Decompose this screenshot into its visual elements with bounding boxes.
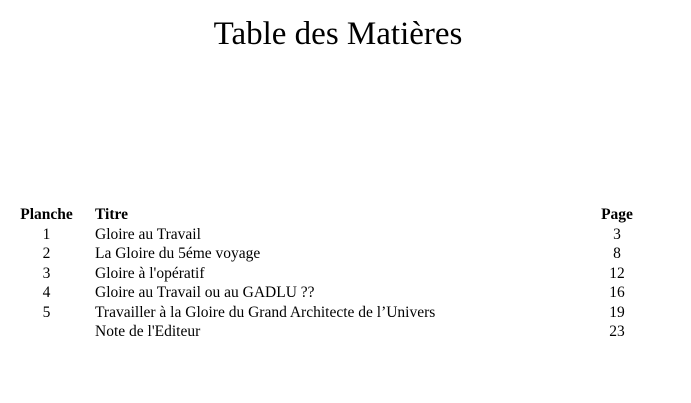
planche-title: Gloire à l'opératif: [95, 264, 205, 282]
page-number: 8: [613, 245, 621, 262]
table-header-row: [14, 205, 637, 225]
column-header-titre: Titre: [95, 206, 129, 223]
planche-title: Gloire au Travail: [95, 225, 201, 243]
table-row: [14, 303, 637, 323]
planche-title: Note de l'Editeur: [95, 323, 201, 340]
table-of-contents: [14, 205, 637, 342]
planche-number: 5: [42, 303, 51, 321]
page-number: 23: [609, 323, 625, 340]
column-header-planche: Planche: [20, 206, 73, 223]
planche-number: 3: [42, 264, 51, 282]
table-row: [14, 244, 637, 264]
planche-number: 4: [42, 284, 51, 301]
page-number: 16: [609, 284, 625, 301]
planche-number: [14, 322, 79, 342]
planche-number: 2: [42, 245, 51, 262]
table-row: [14, 264, 637, 284]
table-row: [14, 283, 637, 303]
planche-title: Travailler à la Gloire du Grand Architecte de l’Univers: [95, 303, 436, 321]
page-title: Table des Matières: [213, 16, 463, 52]
column-header-page: Page: [601, 206, 633, 223]
table-row: [14, 225, 637, 245]
page-number: 3: [613, 225, 621, 243]
planche-title: Gloire au Travail ou au GADLU ??: [95, 284, 315, 301]
table-row: [14, 322, 637, 342]
planche-title: La Gloire du 5éme voyage: [95, 245, 261, 262]
page-number: 12: [609, 264, 625, 282]
planche-number: 1: [42, 225, 51, 243]
page-number: 19: [609, 303, 625, 321]
